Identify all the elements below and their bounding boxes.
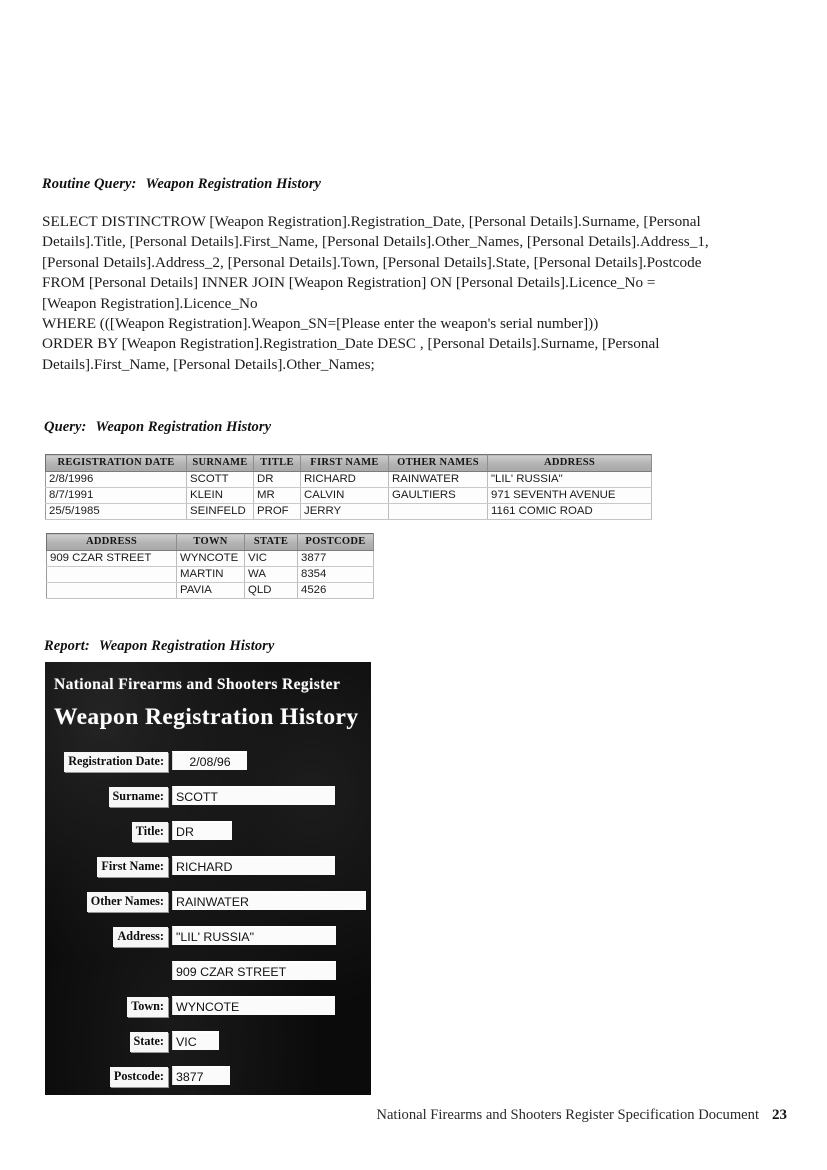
- cell-town: WYNCOTE: [177, 551, 245, 567]
- field-label-town: Town:: [127, 997, 168, 1017]
- table-header-row: [46, 455, 652, 472]
- cell-state: WA: [245, 567, 298, 583]
- field-label-address: Address:: [113, 927, 168, 947]
- cell-state: QLD: [245, 583, 298, 599]
- query-heading: [44, 419, 271, 436]
- cell-registration-date: 25/5/1985: [46, 504, 187, 520]
- cell-surname: KLEIN: [187, 488, 254, 504]
- cell-first-name: RICHARD: [301, 472, 389, 488]
- report-organisation-title: National Firearms and Shooters Register: [54, 676, 341, 693]
- report-heading: [44, 638, 274, 655]
- field-value-state[interactable]: VIC: [172, 1031, 219, 1050]
- table-header-row: [47, 534, 374, 551]
- column-header-other-names[interactable]: OTHER NAMES: [389, 455, 488, 472]
- cell-address: 971 SEVENTH AVENUE: [488, 488, 652, 504]
- cell-postcode: 4526: [298, 583, 374, 599]
- report-field-address-1[interactable]: [45, 923, 371, 958]
- field-value-town[interactable]: WYNCOTE: [172, 996, 335, 1015]
- cell-postcode: 3877: [298, 551, 374, 567]
- report-field-other-names[interactable]: [45, 888, 371, 923]
- cell-other-names: GAULTIERS: [389, 488, 488, 504]
- field-value-address-2[interactable]: 909 CZAR STREET: [172, 961, 336, 980]
- routine-query-heading-label: Routine Query:: [42, 176, 137, 192]
- field-value-first-name[interactable]: RICHARD: [172, 856, 335, 875]
- table-row[interactable]: [47, 583, 374, 599]
- field-value-title[interactable]: DR: [172, 821, 232, 840]
- cell-first-name: CALVIN: [301, 488, 389, 504]
- sql-line: Details].Title, [Personal Details].First_Name, [Personal Details].Other_Names, [Personal Details].Address_1,: [42, 233, 709, 251]
- report-field-title[interactable]: [45, 818, 371, 853]
- column-header-town[interactable]: TOWN: [177, 534, 245, 551]
- table-row[interactable]: [47, 567, 374, 583]
- cell-first-name: JERRY: [301, 504, 389, 520]
- column-header-address[interactable]: ADDRESS: [47, 534, 177, 551]
- report-field-town[interactable]: [45, 993, 371, 1028]
- query-heading-title: Weapon Registration History: [95, 419, 272, 435]
- field-value-address-1[interactable]: "LIL' RUSSIA": [172, 926, 336, 945]
- cell-postcode: 8354: [298, 567, 374, 583]
- field-value-other-names[interactable]: RAINWATER: [172, 891, 366, 910]
- report-field-list: [45, 748, 371, 1095]
- cell-address: "LIL' RUSSIA": [488, 472, 652, 488]
- routine-query-heading-title: Weapon Registration History: [145, 176, 322, 192]
- cell-other-names: [389, 504, 488, 520]
- cell-other-names: RAINWATER: [389, 472, 488, 488]
- query-results-table-registrations[interactable]: [45, 454, 652, 520]
- page-footer: [0, 1107, 787, 1124]
- cell-surname: SEINFELD: [187, 504, 254, 520]
- query-results-table-address[interactable]: [46, 533, 374, 599]
- cell-town: PAVIA: [177, 583, 245, 599]
- cell-title: PROF: [254, 504, 301, 520]
- cell-title: MR: [254, 488, 301, 504]
- sql-statement-block: [42, 212, 782, 375]
- report-field-surname[interactable]: [45, 783, 371, 818]
- table-row[interactable]: [46, 504, 652, 520]
- report-field-postcode[interactable]: [45, 1063, 371, 1095]
- routine-query-heading: [42, 176, 321, 193]
- column-header-registration-date[interactable]: REGISTRATION DATE: [46, 455, 187, 472]
- column-header-first-name[interactable]: FIRST NAME: [301, 455, 389, 472]
- cell-address: [47, 567, 177, 583]
- sql-line: Details].First_Name, [Personal Details].Other_Names;: [42, 355, 375, 373]
- column-header-postcode[interactable]: POSTCODE: [298, 534, 374, 551]
- cell-registration-date: 2/8/1996: [46, 472, 187, 488]
- column-header-state[interactable]: STATE: [245, 534, 298, 551]
- field-label-registration-date: Registration Date:: [64, 752, 168, 772]
- field-label-state: State:: [130, 1032, 168, 1052]
- cell-address: [47, 583, 177, 599]
- sql-line: SELECT DISTINCTROW [Weapon Registration].Registration_Date, [Personal Details].Surname, [Personal: [42, 213, 701, 230]
- report-field-first-name[interactable]: [45, 853, 371, 888]
- report-preview-panel[interactable]: [45, 662, 371, 1095]
- sql-line: ORDER BY [Weapon Registration].Registration_Date DESC , [Personal Details].Surname, [Personal: [42, 335, 660, 353]
- report-field-state[interactable]: [45, 1028, 371, 1063]
- report-heading-title: Weapon Registration History: [98, 638, 275, 654]
- field-label-first-name: First Name:: [97, 857, 168, 877]
- field-label-other-names: Other Names:: [87, 892, 168, 912]
- field-label-postcode: Postcode:: [110, 1067, 168, 1087]
- sql-line: FROM [Personal Details] INNER JOIN [Weapon Registration] ON [Personal Details].Licence_No =: [42, 274, 656, 292]
- report-field-registration-date[interactable]: [45, 748, 371, 783]
- cell-address: 1161 COMIC ROAD: [488, 504, 652, 520]
- sql-line: WHERE (([Weapon Registration].Weapon_SN=[Please enter the weapon's serial number])): [42, 315, 599, 333]
- cell-surname: SCOTT: [187, 472, 254, 488]
- page-number: 23: [772, 1107, 787, 1123]
- cell-state: VIC: [245, 551, 298, 567]
- footer-text: National Firearms and Shooters Register Specification Document: [376, 1107, 759, 1123]
- cell-title: DR: [254, 472, 301, 488]
- field-label-surname: Surname:: [109, 787, 168, 807]
- column-header-address[interactable]: ADDRESS: [488, 455, 652, 472]
- cell-address: 909 CZAR STREET: [47, 551, 177, 567]
- report-title: Weapon Registration History: [54, 704, 359, 730]
- cell-registration-date: 8/7/1991: [46, 488, 187, 504]
- report-heading-label: Report:: [44, 638, 90, 654]
- report-field-address-2[interactable]: [45, 958, 371, 993]
- sql-line: [Personal Details].Address_2, [Personal Details].Town, [Personal Details].State, [Personal Details].Postcode: [42, 253, 702, 271]
- column-header-title[interactable]: TITLE: [254, 455, 301, 472]
- query-heading-label: Query:: [44, 419, 87, 435]
- column-header-surname[interactable]: SURNAME: [187, 455, 254, 472]
- field-value-registration-date[interactable]: 2/08/96: [172, 751, 247, 770]
- field-value-postcode[interactable]: 3877: [172, 1066, 230, 1085]
- sql-line: [Weapon Registration].Licence_No: [42, 294, 258, 312]
- cell-town: MARTIN: [177, 567, 245, 583]
- field-label-title: Title:: [132, 822, 168, 842]
- table-row[interactable]: [47, 551, 374, 567]
- field-value-surname[interactable]: SCOTT: [172, 786, 335, 805]
- table-row[interactable]: [46, 488, 652, 504]
- table-row[interactable]: [46, 472, 652, 488]
